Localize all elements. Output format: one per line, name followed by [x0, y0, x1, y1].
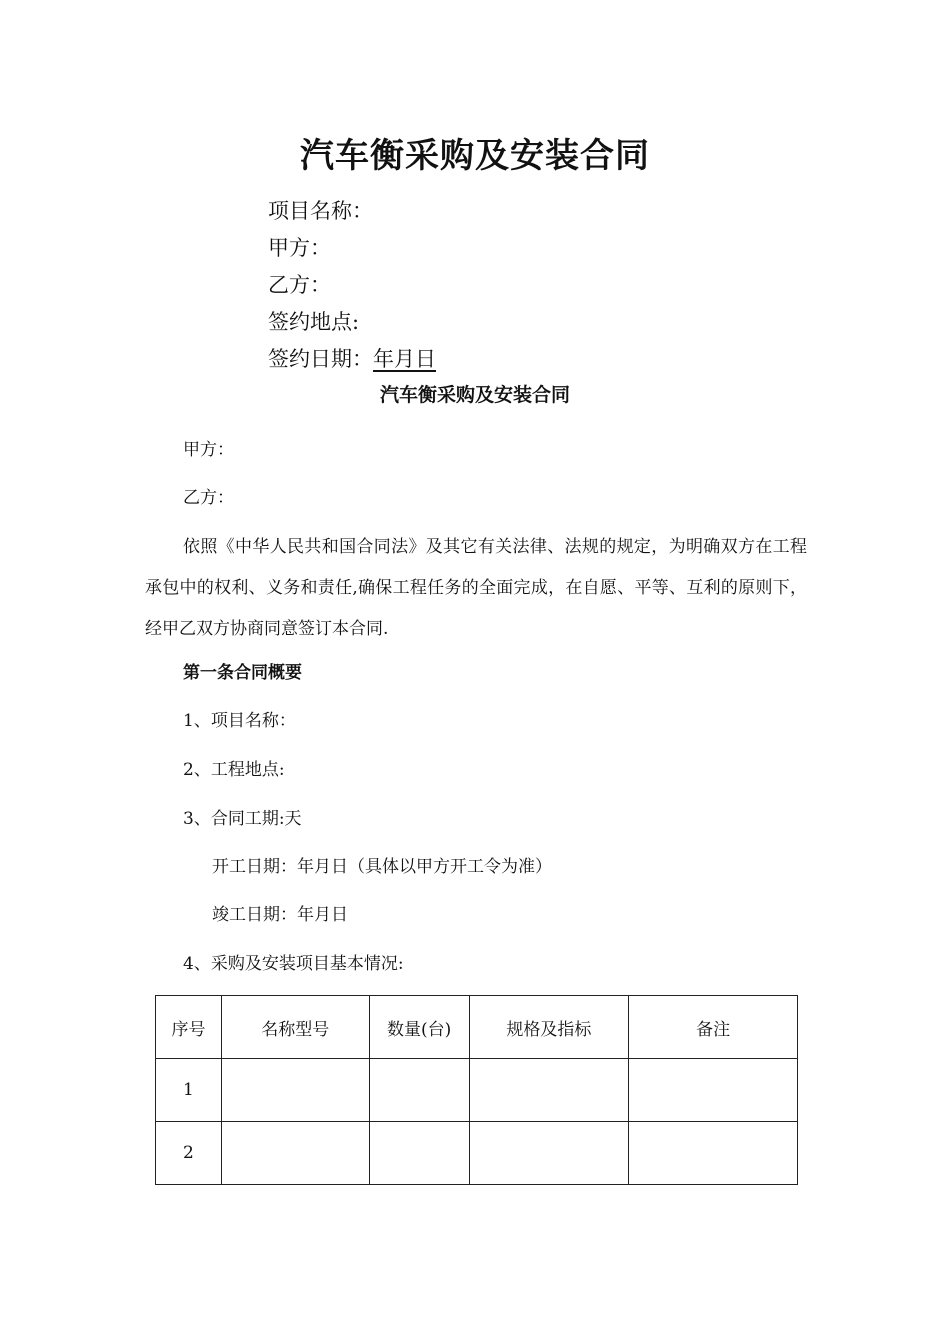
- header-specs: 规格及指标: [469, 996, 629, 1059]
- table-cell: [369, 1122, 469, 1185]
- contract-party-a: 甲方：: [183, 440, 234, 460]
- table-cell: [221, 1122, 369, 1185]
- table-cell: 1: [156, 1059, 222, 1122]
- header-name-model: 名称型号: [221, 996, 369, 1059]
- item-start-date: 开工日期：年月日（具体以甲方开工令为准）: [212, 857, 552, 877]
- cover-sign-date-label: 签约日期：: [268, 347, 373, 371]
- contract-title: 汽车衡采购及安装合同: [379, 384, 570, 406]
- table-cell: [369, 1059, 469, 1122]
- item-end-date: 竣工日期：年月日: [212, 905, 348, 925]
- cover-project-name: 项目名称：: [268, 199, 373, 223]
- item-contract-period: 3、合同工期:天: [183, 809, 302, 829]
- header-remarks: 备注: [629, 996, 798, 1059]
- contract-party-b: 乙方：: [183, 488, 234, 508]
- item-procurement-overview: 4、采购及安装项目基本情况:: [183, 954, 404, 974]
- table-cell: 2: [156, 1122, 222, 1185]
- table-header-row: [156, 996, 798, 1059]
- item-project-name: 1、项目名称：: [183, 711, 296, 731]
- table-cell: [629, 1059, 798, 1122]
- contract-intro-paragraph: 依照《中华人民共和国合同法》及其它有关法律、法规的规定，为明确双方在工程承包中的权利、义务和责任,确保工程任务的全面完成，在自愿、平等、互利的原则下，经甲乙双方协商同意签订本合同.: [145, 537, 807, 639]
- article1-heading: 第一条合同概要: [183, 663, 302, 683]
- header-index: 序号: [156, 996, 222, 1059]
- cover-party-a: 甲方：: [268, 236, 331, 260]
- table-cell: [629, 1122, 798, 1185]
- item-project-location: 2、工程地点:: [183, 760, 285, 780]
- table-cell: [469, 1059, 629, 1122]
- cover-party-b: 乙方：: [268, 273, 331, 297]
- procurement-table: [155, 995, 798, 1185]
- cover-sign-date: [268, 343, 436, 373]
- table-cell: [221, 1059, 369, 1122]
- table-row: [156, 1122, 798, 1185]
- table-row: [156, 1059, 798, 1122]
- cover-sign-date-value: 年月日: [373, 347, 436, 371]
- document-title: 汽车衡采购及安装合同: [300, 136, 650, 176]
- cover-sign-place: 签约地点:: [268, 310, 360, 334]
- table-cell: [469, 1122, 629, 1185]
- header-quantity: 数量(台): [369, 996, 469, 1059]
